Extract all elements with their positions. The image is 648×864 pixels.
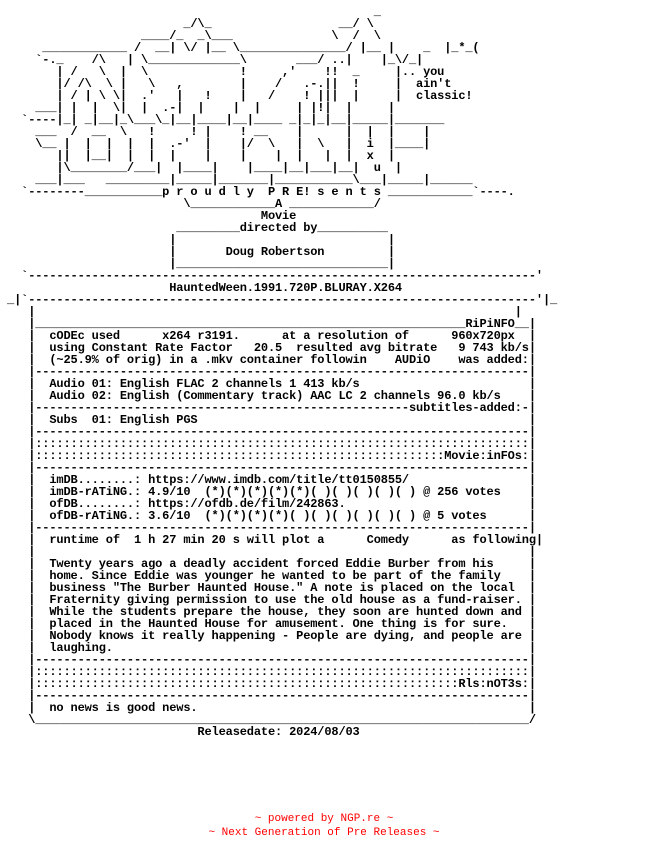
- nfo-line: | While the students prepare the house, they soon are hunted down and |: [0, 605, 536, 619]
- nfo-line: | ofDB........: https://ofdb.de/film/242863. |: [0, 497, 536, 511]
- nfo-line: |----------------------------------------------------------------------|: [0, 653, 536, 667]
- nfo-line: _________directed by__________: [0, 221, 388, 235]
- nfo-line: |::::::::::::::::::::::::::::::::::::::::::::::::::::::::::::::::::::::|: [0, 665, 536, 679]
- nfo-line: |_____________________________________________________________RiPiNFO__|: [0, 317, 536, 331]
- nfo-line: | (~25.9% of orig) in a .mkv container followin AUDiO was added:|: [0, 353, 536, 367]
- nfo-line: | Twenty years ago a deadly accident forced Eddie Burber from his |: [0, 557, 536, 571]
- nfo-line: ____/_ _\___ \ / \: [0, 29, 381, 43]
- nfo-line: | Subs 01: English PGS |: [0, 413, 536, 427]
- nfo-line: |::::::::::::::::::::::::::::::::::::::::::::::::::::::::::Movie:inFOs:|: [0, 449, 536, 463]
- nfo-line: |----------------------------------------------------------------------|: [0, 689, 536, 703]
- nfo-line: ___|___ _________|_____|_______|___________\___|_____|______: [0, 173, 473, 187]
- nfo-line: |\________/___| |____| |____|__|___|__| u |: [0, 161, 402, 175]
- nfo-line: \__ | | | | | .-' | |/ \ | \ | i |____|: [0, 137, 431, 151]
- nfo-line: | / | \ \| .' | ! | / ! ||| | | classic!: [0, 89, 473, 103]
- nfo-line: _/\_ __/ \: [0, 17, 374, 31]
- nfo-line: | business "The Burber Haunted House." A note is placed on the local |: [0, 581, 536, 595]
- nfo-line: | runtime of 1 h 27 min 20 s will plot a Comedy as following|: [0, 533, 543, 547]
- nfo-line: | home. Since Eddie was younger he wanted to be part of the family |: [0, 569, 536, 583]
- nfo-line: ___| | | \| | .-| | | | | |!| | |: [0, 101, 395, 115]
- nfo-line: |----------------------------------------------------------------------|: [0, 461, 536, 475]
- nfo-line: | placed in the Haunted House for amusement. One thing is for sure. |: [0, 617, 536, 631]
- nfo-line: | imDB........: https://www.imdb.com/title/tt0150855/ |: [0, 473, 536, 487]
- nfo-line: | ofDB-rATiNG.: 3.6/10 (*)(*)(*)(*)( )( )( )( )( )( ) @ 5 votes |: [0, 509, 536, 523]
- nfo-line: ___ / __ \ ! ! | ! __ | | | | |: [0, 125, 431, 139]
- nfo-line: |/ /\ \ | \ , | / .-.|| ! | ain't: [0, 77, 452, 91]
- nfo-line: | using Constant Rate Factor 20.5 resulted avg bitrate 9 743 kb/s|: [0, 341, 536, 355]
- footer-tagline: ~ Next Generation of Pre Releases ~: [208, 827, 440, 839]
- nfo-line: _|`------------------------------------------------------------------------'|_: [0, 293, 558, 307]
- nfo-line: _: [0, 5, 381, 19]
- nfo-line: | |: [0, 545, 536, 559]
- nfo-line: \____________A ____________/: [0, 197, 381, 211]
- nfo-line: | Audio 02: English (Commentary track) AAC LC 2 channels 96.0 kb/s |: [0, 389, 536, 403]
- nfo-line: |______________________________|: [0, 257, 395, 271]
- nfo-line: `------------------------------------------------------------------------': [0, 269, 543, 283]
- nfo-line: `--------___________p r o u d l y P R E! s e n t s ____________`----.: [0, 185, 515, 199]
- nfo-line: | laughing. |: [0, 641, 536, 655]
- nfo-text: [0, 6, 648, 738]
- nfo-line: | no news is good news. |: [0, 701, 536, 715]
- nfo-line: ____________ / __| \/ |__ \_______________/ |__ | _ |_*_(: [0, 41, 480, 55]
- nfo-line: | imDB-rATiNG.: 4.9/10 (*)(*)(*)(*)(*)( )( )( )( )( ) @ 256 votes |: [0, 485, 536, 499]
- nfo-line: |-----------------------------------------------------subtitles-added:-|: [0, 401, 536, 415]
- footer-powered-by: ~ powered by NGP.re ~: [254, 813, 394, 825]
- nfo-line: |::::::::::::::::::::::::::::::::::::::::::::::::::::::::::::::::::::::|: [0, 437, 536, 451]
- nfo-line: |----------------------------------------------------------------------|: [0, 365, 536, 379]
- nfo-line: | Audio 01: English FLAC 2 channels 1 413 kb/s |: [0, 377, 536, 391]
- nfo-line: Releasedate: 2024/08/03: [0, 725, 360, 739]
- nfo-line: | Fraternity giving permission to use the old house as a fund-raiser. |: [0, 593, 536, 607]
- nfo-line: | Nobody knows it really happening - People are dying, and people are |: [0, 629, 536, 643]
- nfo-line: Movie: [0, 209, 297, 223]
- footer: [0, 812, 648, 840]
- nfo-line: |----------------------------------------------------------------------|: [0, 521, 536, 535]
- nfo-line: `----|_| _|__|_\___\_|__|____|__|____ _|_|_|__|_____|_______: [0, 113, 445, 127]
- nfo-line: | Doug Robertson |: [0, 245, 395, 259]
- nfo-line: |::::::::::::::::::::::::::::::::::::::::::::::::::::::::::::Rls:nOT3s:|: [0, 677, 536, 691]
- nfo-line: | cODEc used x264 r3191. at a resolution of 960x720px |: [0, 329, 536, 343]
- nfo-line: \______________________________________________________________________/: [0, 713, 536, 727]
- nfo-line: | |: [0, 305, 522, 319]
- nfo-line: |----------------------------------------------------------------------|: [0, 425, 536, 439]
- nfo-line: || |__| | | | | | | | | | x |: [0, 149, 395, 163]
- nfo-line: HauntedWeen.1991.720P.BLURAY.X264: [0, 281, 402, 295]
- nfo-line: `-._ /\ | \_____________\ ___/ ..| |_\/_|: [0, 53, 424, 67]
- nfo-line: | |: [0, 233, 395, 247]
- nfo-line: | / \ | \ ! ,' !! _ |.. you: [0, 65, 445, 79]
